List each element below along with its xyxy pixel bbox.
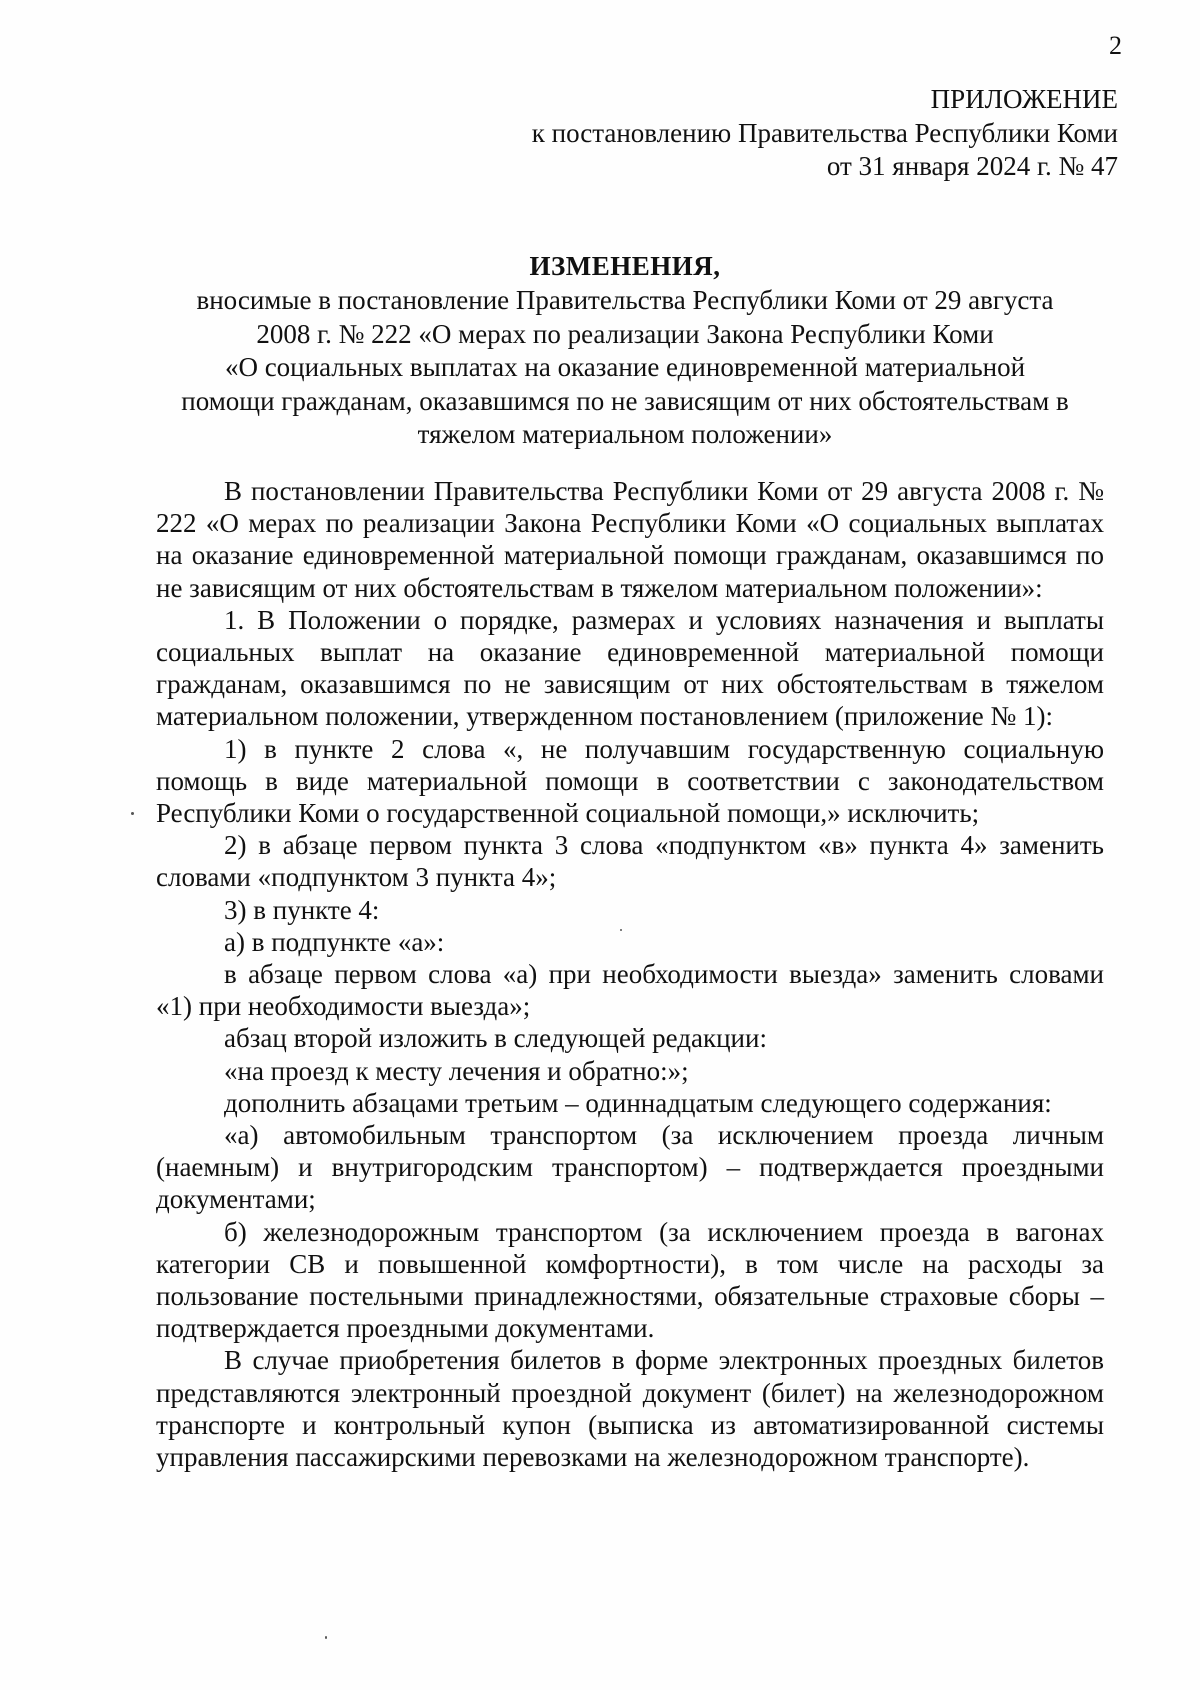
document-subtitle [150,284,1100,452]
body-paragraph: В случае приобретения билетов в форме электронных проездных билетов представляются электронный проездной документ (билет) на железнодорожном транспорте и контрольный купон (выписка из автоматизированной системы управления пассажирскими перевозками на железнодорожном транспорте). [156,1345,1104,1473]
body-paragraph: а) в подпункте «а»: [224,926,445,957]
document-title: ИЗМЕНЕНИЯ, [529,251,721,281]
subtitle-line: помощи гражданам, оказавшимся по не зависящим от них обстоятельствам в [181,385,1069,416]
scan-speck [131,812,134,815]
appendix-label: ПРИЛОЖЕНИЕ [930,84,1118,114]
body-paragraph: дополнить абзацами третьим – одиннадцатым следующего содержания: [224,1087,1052,1118]
appendix-date: от 31 января 2024 г. № 47 [826,151,1118,181]
body-paragraph: 3) в пункте 4: [224,894,380,925]
body-paragraph: «на проезд к месту лечения и обратно:»; [224,1055,689,1086]
body-paragraph: «а) автомобильным транспортом (за исключением проезда личным (наемным) и внутригородским транспортом) – подтверждается проездными документами; [156,1120,1104,1215]
scan-speck [620,929,622,931]
appendix-reference: к постановлению Правительства Республики Коми [531,117,1118,148]
body-paragraph: 1. В Положении о порядке, размерах и условиях назначения и выплаты социальных выплат на оказание единовременной материальной помощи гражданам, оказавшимся по не зависящим от них обстоятельствам в тяжелом материальном положении, утвержденном постановлением (приложение № 1): [156,604,1104,732]
subtitle-line: «О социальных выплатах на оказание единовременной материальной [224,352,1026,382]
document-heading [150,248,1100,452]
body-paragraph: В постановлении Правительства Республики Коми от 29 августа 2008 г. № 222 «О мерах по реализации Закона Республики Коми «О социальных выплатах на оказание единовременной материальной помощи гражданам, оказавшимся по не зависящим от них обстоятельствам в тяжелом материальном положении»: [156,476,1104,603]
body-paragraph: 2) в абзаце первом пункта 3 слова «подпунктом «в» пункта 4» заменить словами «подпунктом 3 пункта 4»; [156,830,1104,893]
subtitle-line: тяжелом материальном положении» [417,419,833,449]
subtitle-line: вносимые в постановление Правительства Республики Коми от 29 августа [196,285,1054,315]
document-body [156,475,1104,1473]
body-paragraph: 1) в пункте 2 слова «, не получавшим государственную социальную помощь в виде материальной помощи в соответствии с законодательством Республики Коми о государственной социальной помощи,» исключить; [156,733,1104,829]
subtitle-line: 2008 г. № 222 «О мерах по реализации Закона Республики Коми [256,318,994,349]
page-number: 2 [1109,31,1122,60]
body-paragraph: б) железнодорожным транспортом (за исключением проезда в вагонах категории СВ и повышенной комфортности), в том числе на расходы за пользование постельными принадлежностями, обязательные страховые сборы – подтверждается проездными документами. [156,1216,1104,1344]
appendix-header [418,83,1118,184]
body-paragraph: в абзаце первом слова «а) при необходимости выезда» заменить словами «1) при необходимости выезда»; [156,959,1104,1022]
body-paragraph: абзац второй изложить в следующей редакции: [224,1023,767,1054]
scan-speck [325,1636,327,1639]
